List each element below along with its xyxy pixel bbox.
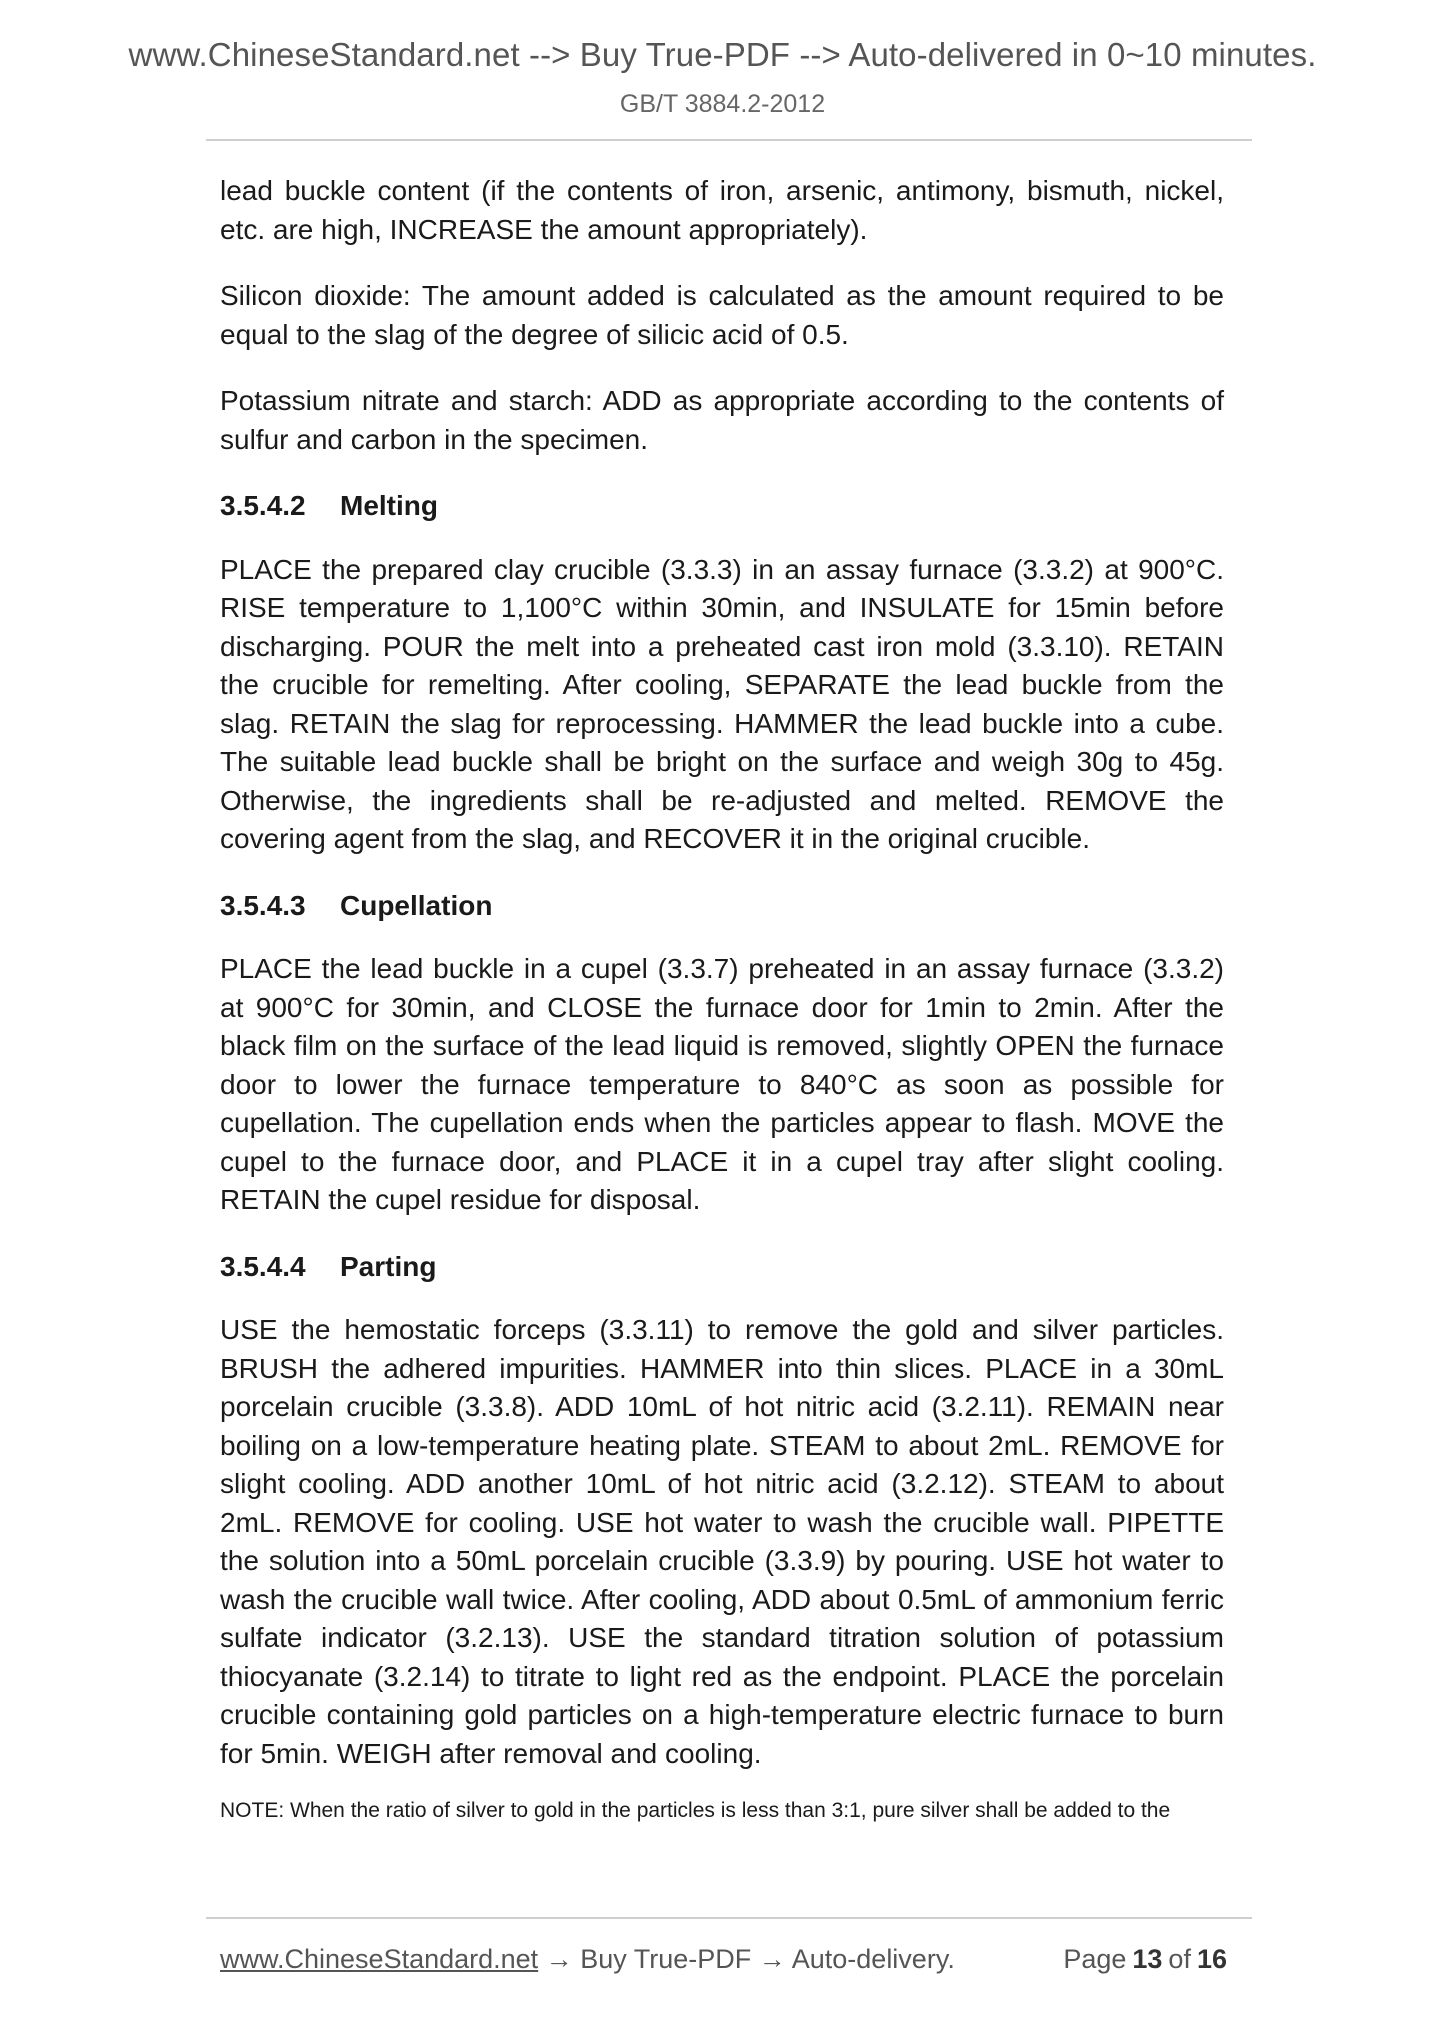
- page-total: 16: [1196, 1944, 1227, 1974]
- footer-link[interactable]: www.ChineseStandard.net: [220, 1944, 539, 1974]
- paragraph-lead-buckle: lead buckle content (if the contents of iron, arsenic, antimony, bismuth, nickel, etc. are high, INCREASE the amount appropriately).: [220, 175, 1224, 245]
- paragraph-cupellation: PLACE the lead buckle in a cupel (3.3.7) preheated in an assay furnace (3.3.2) at 900°C for 30min, and CLOSE the furnace door for 1min to 2min. After the black film on the surface of the lead liquid is removed, slightly OPEN the furnace door to lower the furnace temperature to 840°C as soon as possible for cupellation. The cupellation ends when the particles appear to flash. MOVE the cupel to the furnace door, and PLACE it in a cupel tray after slight cooling. RETAIN the cupel residue for disposal.: [220, 953, 1224, 1215]
- section-title: Melting: [340, 490, 438, 521]
- paragraph-potassium-nitrate: Potassium nitrate and starch: ADD as appropriate according to the contents of sulfur and carbon in the specimen.: [220, 385, 1224, 455]
- page-indicator: [1063, 1944, 1233, 1975]
- page-label: Page: [1063, 1944, 1127, 1974]
- footer-left: [220, 1944, 955, 1975]
- section-number: 3.5.4.2: [220, 490, 306, 521]
- section-title: Parting: [340, 1250, 437, 1282]
- paragraph-melting: PLACE the prepared clay crucible (3.3.3) in an assay furnace (3.3.2) at 900°C. RISE temperature to 1,100°C within 30min, and INSULATE for 15min before discharging. POUR the melt into a preheated cast iron mold (3.3.10). RETAIN the crucible for remelting. After cooling, SEPARATE the lead buckle from the slag. RETAIN the slag for reprocessing. HAMMER the lead buckle into a cube. The suitable lead buckle shall be bright on the surface and weigh 30g to 45g. Otherwise, the ingredients shall be re-adjusted and melted. REMOVE the covering agent from the slag, and RECOVER it in the original crucible.: [220, 553, 1224, 854]
- note-text: NOTE: When the ratio of silver to gold in the particles is less than 3:1, pure silver shall be added to the: [220, 1799, 1171, 1822]
- paragraph-silicon-dioxide: Silicon dioxide: The amount added is calculated as the amount required to be equal to the slag of the degree of silicic acid of 0.5.: [220, 280, 1224, 350]
- section-heading-cupellation: [220, 887, 1224, 926]
- section-number: 3.5.4.4: [220, 1250, 306, 1282]
- paragraph-parting: USE the hemostatic forceps (3.3.11) to remove the gold and silver particles. BRUSH the adhered impurities. HAMMER into thin slices. PLACE in a 30mL porcelain crucible (3.3.8). ADD 10mL of hot nitric acid (3.2.11). REMAIN near boiling on a low-temperature heating plate. STEAM to about 2mL. REMOVE for slight cooling. ADD another 10mL of hot nitric acid (3.2.12). STEAM to about 2mL. REMOVE for cooling. USE hot water to wash the crucible wall. PIPETTE the solution into a 50mL porcelain crucible (3.3.9) by pouring. USE hot water to wash the crucible wall twice. After cooling, ADD about 0.5mL of ammonium ferric sulfate indicator (3.2.13). USE the standard titration solution of potassium thiocyanate (3.2.14) to titrate to light red as the endpoint. PLACE the porcelain crucible containing gold particles on a high-temperature electric furnace to burn for 5min. WEIGH after removal and cooling.: [220, 1314, 1224, 1769]
- top-banner: www.ChineseStandard.net --> Buy True-PDF --> Auto-delivered in 0~10 minutes.: [128, 36, 1317, 73]
- document-code: GB/T 3884.2-2012: [619, 90, 826, 118]
- section-heading-parting: [220, 1248, 1224, 1287]
- header-divider: [206, 139, 1252, 141]
- section-number: 3.5.4.3: [220, 889, 306, 921]
- section-title: Cupellation: [340, 889, 493, 921]
- of-label: of: [1168, 1944, 1191, 1974]
- section-heading-melting: [220, 487, 1224, 526]
- page-number: 13: [1132, 1944, 1163, 1974]
- footer-divider: [206, 1917, 1252, 1919]
- footer-text: → Buy True-PDF → Auto-delivery.: [538, 1944, 955, 1974]
- page-content: [220, 172, 1224, 1853]
